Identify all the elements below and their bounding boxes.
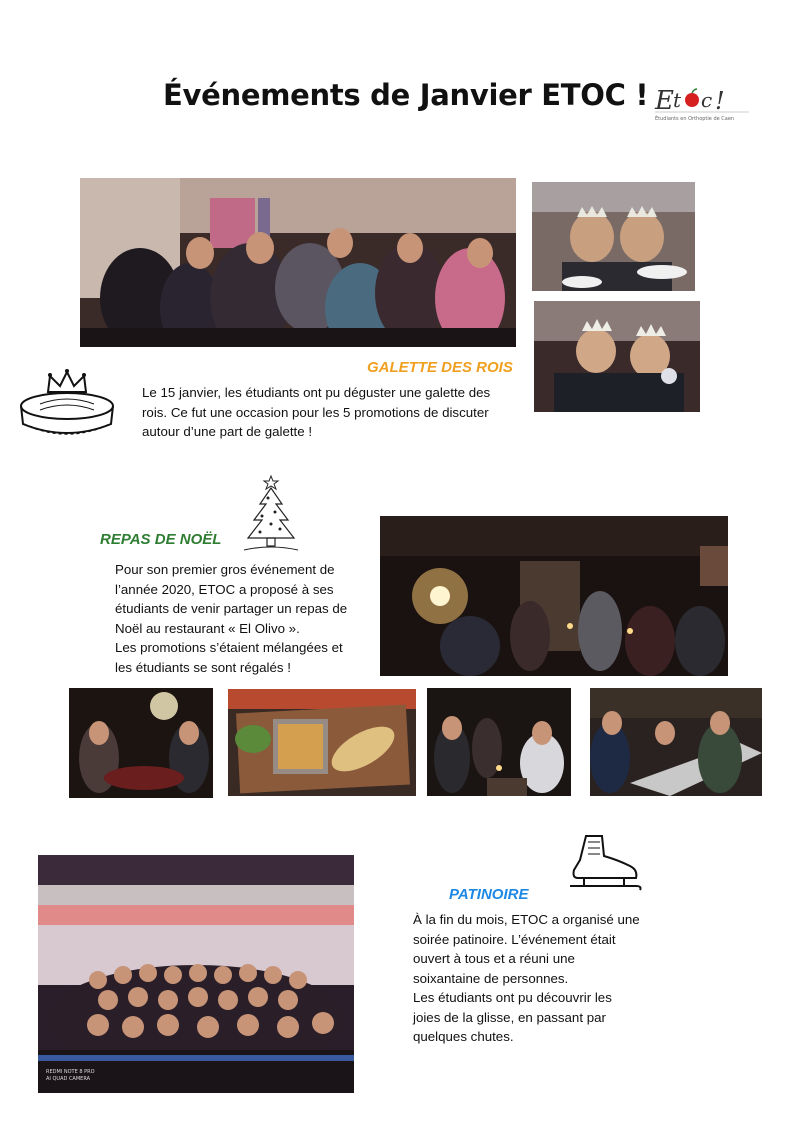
noel-heading: REPAS DE NOËL	[100, 531, 222, 548]
svg-text:!: !	[715, 87, 725, 115]
galette-heading: GALETTE DES ROIS	[367, 359, 513, 376]
svg-text:c: c	[701, 88, 713, 112]
food-plate-photo	[228, 689, 416, 796]
watermark-line: REDMI NOTE 8 PRO	[46, 1069, 95, 1075]
svg-text:Étudiants en Orthoptie de Caen: Étudiants en Orthoptie de Caen	[655, 116, 735, 122]
restaurant-table-photo-1	[69, 688, 213, 798]
noel-line: Pour son premier gros événement de	[115, 562, 335, 577]
noel-line: l’année 2020, ETOC a proposé à ses	[115, 581, 334, 597]
noel-line: Les promotions s’étaient mélangées et	[115, 640, 343, 655]
galette-line: autour d’une part de galette !	[142, 424, 313, 439]
camera-watermark	[46, 1069, 95, 1083]
galette-girls-photo-1	[532, 182, 695, 291]
patinoire-line: soixantaine de personnes.	[413, 970, 569, 986]
page-title: Événements de Janvier ETOC !	[163, 78, 649, 112]
ice-skate-icon	[558, 830, 644, 898]
galette-party-photo	[80, 178, 516, 347]
galette-crown-icon	[10, 362, 125, 450]
svg-text:E: E	[655, 86, 674, 116]
restaurant-table-photo-2	[427, 688, 571, 796]
galette-girls-photo-2	[534, 301, 700, 412]
galette-line: Le 15 janvier, les étudiants ont pu déguster une galette des	[142, 385, 491, 400]
watermark-line: AI QUAD CAMERA	[46, 1076, 91, 1082]
patinoire-line: joies de la glisse, en passant par	[413, 1009, 606, 1025]
patinoire-line: quelques chutes.	[413, 1029, 514, 1044]
noel-description	[115, 560, 347, 677]
patinoire-line: À la fin du mois, ETOC a organisé une	[413, 912, 640, 927]
galette-line: rois. Ce fut une occasion pour les 5 promotions de discuter	[142, 404, 489, 420]
svg-text:t: t	[673, 88, 682, 112]
noel-line: étudiants de venir partager un repas de	[115, 601, 348, 616]
noel-line: Noël au restaurant « El Olivo ».	[115, 620, 300, 636]
restaurant-photo	[380, 516, 728, 676]
patinoire-description	[413, 910, 640, 1047]
patinoire-line: soirée patinoire. L’événement était	[413, 931, 616, 947]
patinoire-heading: PATINOIRE	[449, 886, 529, 903]
patinoire-line: ouvert à tous et a réuni une	[413, 951, 575, 966]
etoc-logo	[653, 82, 751, 124]
patinoire-line: Les étudiants ont pu découvrir les	[413, 990, 612, 1005]
christmas-tree-icon	[240, 474, 302, 554]
noel-line: les étudiants se sont régalés !	[115, 659, 291, 675]
ice-rink-group-photo	[38, 855, 354, 1093]
restaurant-table-photo-3	[590, 688, 762, 796]
galette-description	[142, 383, 490, 442]
